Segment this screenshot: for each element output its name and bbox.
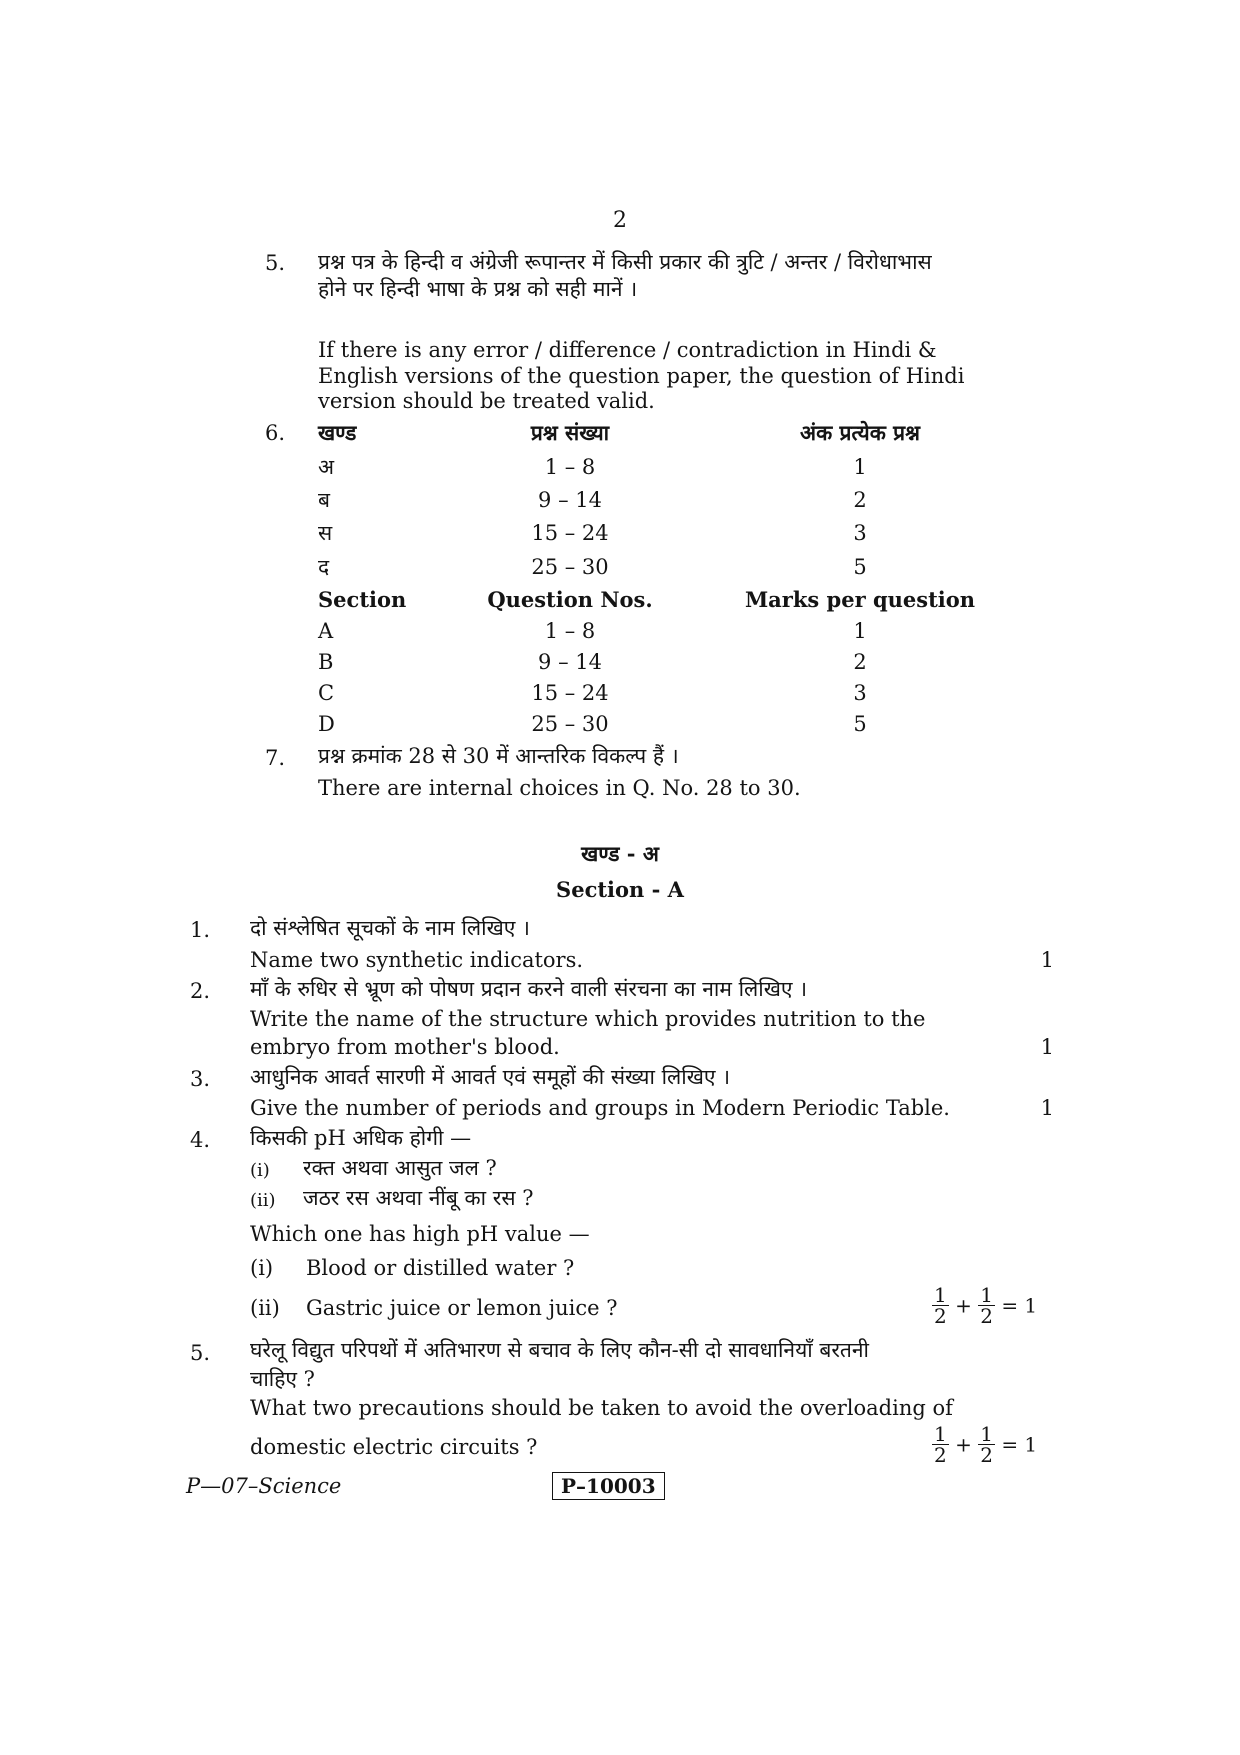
- table-cell: 1: [853, 619, 867, 643]
- table-cell: 5: [853, 555, 867, 579]
- question-1-number: 1.: [189, 918, 210, 942]
- table-cell: 25 – 30: [531, 712, 609, 736]
- instruction-5-hindi-line1: प्रश्न पत्र के हिन्दी व अंग्रेजी रूपान्तर में किसी प्रकार की त्रुटि / अन्तर / विरोधाभास: [318, 250, 932, 274]
- question-5-marks: [932, 1424, 1037, 1465]
- section-heading-english: Section - A: [556, 877, 684, 902]
- question-4-marks: [932, 1285, 1037, 1326]
- denominator: 2: [934, 1443, 947, 1467]
- denominator: 2: [934, 1304, 947, 1328]
- hindi-header-marks: अंक प्रत्येक प्रश्न: [800, 420, 920, 445]
- fraction: [978, 1424, 995, 1465]
- table-cell: स: [318, 521, 333, 545]
- question-5-hindi-line2: चाहिए ?: [250, 1367, 315, 1391]
- page-number: 2: [613, 208, 627, 233]
- table-cell: 9 – 14: [538, 650, 602, 674]
- question-4-hindi-sub-text: जठर रस अथवा नींबू का रस ?: [303, 1186, 534, 1210]
- question-5-english-line1: What two precautions should be taken to avoid the overloading of: [250, 1396, 953, 1420]
- denominator: 2: [980, 1304, 993, 1328]
- table-cell: 5: [853, 712, 867, 736]
- section-heading-hindi: खण्ड - अ: [581, 841, 659, 866]
- table-cell: 15 – 24: [531, 681, 609, 705]
- hindi-header-question-nos: प्रश्न संख्या: [530, 420, 610, 445]
- table-cell: 9 – 14: [538, 488, 602, 512]
- instruction-6-number: 6.: [264, 421, 285, 445]
- table-cell: A: [318, 619, 334, 643]
- question-4-number: 4.: [189, 1128, 210, 1152]
- question-4-english-sub-text: Gastric juice or lemon juice ?: [306, 1296, 618, 1320]
- table-cell: D: [318, 712, 335, 736]
- question-2-number: 2.: [189, 979, 210, 1003]
- english-header-question-nos: Question Nos.: [487, 587, 653, 612]
- table-cell: द: [318, 555, 330, 579]
- question-4-hindi-sub-text: रक्त अथवा आसुत जल ?: [303, 1156, 497, 1180]
- numerator: 1: [934, 1283, 947, 1307]
- numerator: 1: [934, 1422, 947, 1446]
- fraction: [932, 1424, 949, 1465]
- table-cell: C: [318, 681, 335, 705]
- instruction-5-hindi-line2: होने पर हिन्दी भाषा के प्रश्न को सही मानें ।: [318, 277, 638, 301]
- denominator: 2: [980, 1443, 993, 1467]
- instruction-5-english-line1: If there is any error / difference / contradiction in Hindi &: [318, 338, 937, 362]
- question-4-english-sub-text: Blood or distilled water ?: [306, 1256, 575, 1280]
- instruction-7-hindi: प्रश्न क्रमांक 28 से 30 में आन्तरिक विकल्प हैं ।: [318, 744, 679, 768]
- table-cell: 25 – 30: [531, 555, 609, 579]
- question-4-english-sub-label: (ii): [250, 1296, 280, 1320]
- numerator: 1: [980, 1422, 993, 1446]
- question-5-english-line2: domestic electric circuits ?: [250, 1435, 538, 1459]
- english-header-section: Section: [318, 587, 407, 612]
- footer-paper-label: P—07–Science: [186, 1474, 342, 1498]
- question-4-hindi-sub-label: (ii): [250, 1190, 276, 1211]
- question-4-english-sub-label: (i): [250, 1256, 274, 1280]
- instruction-5-number: 5.: [264, 251, 285, 275]
- english-header-marks: Marks per question: [744, 587, 976, 612]
- table-cell: 2: [853, 650, 867, 674]
- table-cell: 15 – 24: [531, 521, 609, 545]
- instruction-5-english-line2: English versions of the question paper, the question of Hindi: [318, 364, 965, 388]
- table-cell: ब: [318, 488, 330, 512]
- table-cell: 1 – 8: [544, 619, 596, 643]
- footer-paper-code: P–10003: [552, 1472, 665, 1500]
- table-cell: 3: [853, 521, 867, 545]
- equals-total: = 1: [1001, 1293, 1038, 1318]
- question-3-english: Give the number of periods and groups in Modern Periodic Table.: [250, 1096, 950, 1120]
- question-2-marks: 1: [1040, 1035, 1054, 1059]
- question-1-hindi: दो संश्लेषित सूचकों के नाम लिखिए ।: [250, 916, 531, 940]
- question-4-hindi: किसकी pH अधिक होगी —: [250, 1126, 472, 1150]
- question-1-english: Name two synthetic indicators.: [250, 948, 584, 972]
- question-2-english-line2: embryo from mother's blood.: [250, 1035, 560, 1059]
- instruction-5-english-line3: version should be treated valid.: [318, 389, 655, 413]
- table-cell: अ: [318, 455, 335, 479]
- plus-sign: +: [955, 1432, 972, 1457]
- question-2-english-line1: Write the name of the structure which provides nutrition to the: [250, 1007, 926, 1031]
- question-4-english: Which one has high pH value —: [250, 1222, 590, 1246]
- hindi-header-section: खण्ड: [318, 420, 357, 445]
- fraction: [932, 1285, 949, 1326]
- table-cell: 1 – 8: [544, 455, 596, 479]
- fraction: [978, 1285, 995, 1326]
- instruction-7-number: 7.: [264, 746, 285, 770]
- question-3-hindi: आधुनिक आवर्त सारणी में आवर्त एवं समूहों की संख्या लिखिए ।: [250, 1065, 731, 1089]
- question-4-hindi-sub-label: (i): [250, 1160, 270, 1181]
- table-cell: 3: [853, 681, 867, 705]
- table-cell: 1: [853, 455, 867, 479]
- numerator: 1: [980, 1283, 993, 1307]
- question-5-number: 5.: [189, 1341, 210, 1365]
- question-2-hindi: माँ के रुधिर से भ्रूण को पोषण प्रदान करने वाली संरचना का नाम लिखिए ।: [250, 977, 808, 1001]
- equals-total: = 1: [1001, 1432, 1038, 1457]
- question-1-marks: 1: [1040, 948, 1054, 972]
- table-cell: 2: [853, 488, 867, 512]
- instruction-7-english: There are internal choices in Q. No. 28 to 30.: [318, 776, 801, 800]
- question-3-marks: 1: [1040, 1096, 1054, 1120]
- plus-sign: +: [955, 1293, 972, 1318]
- question-5-hindi-line1: घरेलू विद्युत परिपथों में अतिभारण से बचाव के लिए कौन-सी दो सावधानियाँ बरतनी: [250, 1338, 870, 1362]
- question-3-number: 3.: [189, 1067, 210, 1091]
- table-cell: B: [318, 650, 334, 674]
